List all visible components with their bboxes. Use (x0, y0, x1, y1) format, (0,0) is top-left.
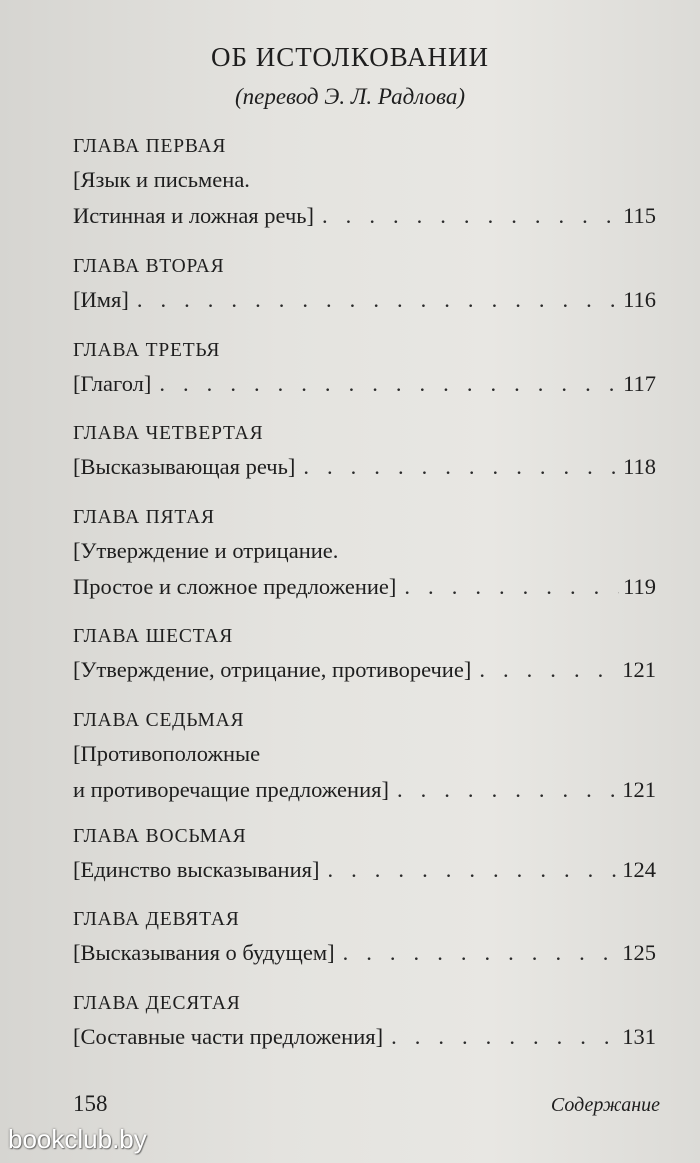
translator-note: (перевод Э. Л. Радлова) (234, 84, 466, 109)
chapter-heading: ГЛАВА ВТОРАЯ (73, 256, 225, 277)
site-watermark: bookclub.by (8, 1124, 147, 1154)
section-title: ОБ ИСТОЛКОВАНИИ (211, 42, 489, 72)
chapter-heading: ГЛАВА ДЕСЯТАЯ (73, 993, 241, 1014)
chapter-title-line: [Язык и письмена. (73, 167, 250, 192)
chapter-heading: ГЛАВА ВОСЬМАЯ (73, 826, 247, 847)
chapter-title-row (73, 935, 656, 971)
chapter-heading: ГЛАВА ШЕСТАЯ (73, 626, 234, 647)
chapter-heading: ГЛАВА ЧЕТВЕРТАЯ (73, 423, 264, 444)
chapter-title-row (73, 569, 656, 605)
chapter-title-line: [Утверждение и отрицание. (73, 538, 339, 563)
chapter-title-row (73, 449, 656, 485)
chapter-title: и противоречащие предложения] (73, 777, 389, 802)
page-number: 124 (622, 857, 656, 882)
toc-entry (73, 252, 656, 318)
dot-leader (322, 198, 619, 234)
page-number: 116 (623, 287, 656, 312)
chapter-title: [Высказывания о будущем] (73, 940, 335, 965)
chapter-title-row (73, 1019, 656, 1055)
dot-leader (404, 569, 619, 605)
toc-entry (73, 989, 656, 1055)
toc-entry (73, 622, 656, 688)
toc-entry (73, 132, 656, 234)
chapter-title-line: [Противоположные (73, 741, 261, 766)
chapter-heading: ГЛАВА ПЯТАЯ (73, 507, 215, 528)
page-number: 121 (622, 777, 656, 802)
page-number: 121 (622, 657, 656, 682)
chapter-title: [Высказывающая речь] (73, 454, 296, 479)
dot-leader (327, 852, 618, 888)
page-number: 131 (622, 1024, 656, 1049)
chapter-heading: ГЛАВА ДЕВЯТАЯ (73, 909, 240, 930)
dot-leader (397, 772, 618, 808)
dot-leader (137, 282, 619, 318)
chapter-title: [Составные части предложения] (73, 1024, 384, 1049)
chapter-heading: ГЛАВА ПЕРВАЯ (73, 136, 227, 157)
toc-entry (73, 503, 656, 605)
chapter-title-row (73, 282, 656, 318)
chapter-title-row (73, 852, 656, 888)
chapter-heading: ГЛАВА ТРЕТЬЯ (73, 340, 221, 361)
page-number: 119 (623, 574, 656, 599)
running-footer: Содержание (550, 1094, 660, 1116)
dot-leader (159, 366, 619, 402)
toc-entry (73, 822, 656, 888)
folio-page-number: 158 (73, 1091, 108, 1116)
dot-leader (303, 449, 619, 485)
page-number: 118 (623, 454, 656, 479)
chapter-title: Простое и сложное предложение] (73, 574, 397, 599)
page-number: 117 (623, 371, 656, 396)
page-number: 115 (623, 203, 656, 228)
dot-leader (391, 1019, 618, 1055)
chapter-title-row (73, 772, 656, 808)
chapter-title: [Глагол] (73, 371, 152, 396)
chapter-title-row (73, 652, 656, 688)
toc-entry (73, 706, 656, 808)
chapter-title: [Единство высказывания] (73, 857, 320, 882)
chapter-heading: ГЛАВА СЕДЬМАЯ (73, 710, 245, 731)
chapter-title: [Утверждение, отрицание, противоречие] (73, 657, 472, 682)
chapter-title: [Имя] (73, 287, 129, 312)
chapter-title-row (73, 366, 656, 402)
dot-leader (479, 652, 618, 688)
toc-entry (73, 336, 656, 402)
dot-leader (343, 935, 619, 971)
page-number: 125 (622, 940, 656, 965)
chapter-title: Истинная и ложная речь] (73, 203, 315, 228)
toc-entry (73, 905, 656, 971)
chapter-title-row (73, 198, 656, 234)
toc-entry (73, 419, 656, 485)
